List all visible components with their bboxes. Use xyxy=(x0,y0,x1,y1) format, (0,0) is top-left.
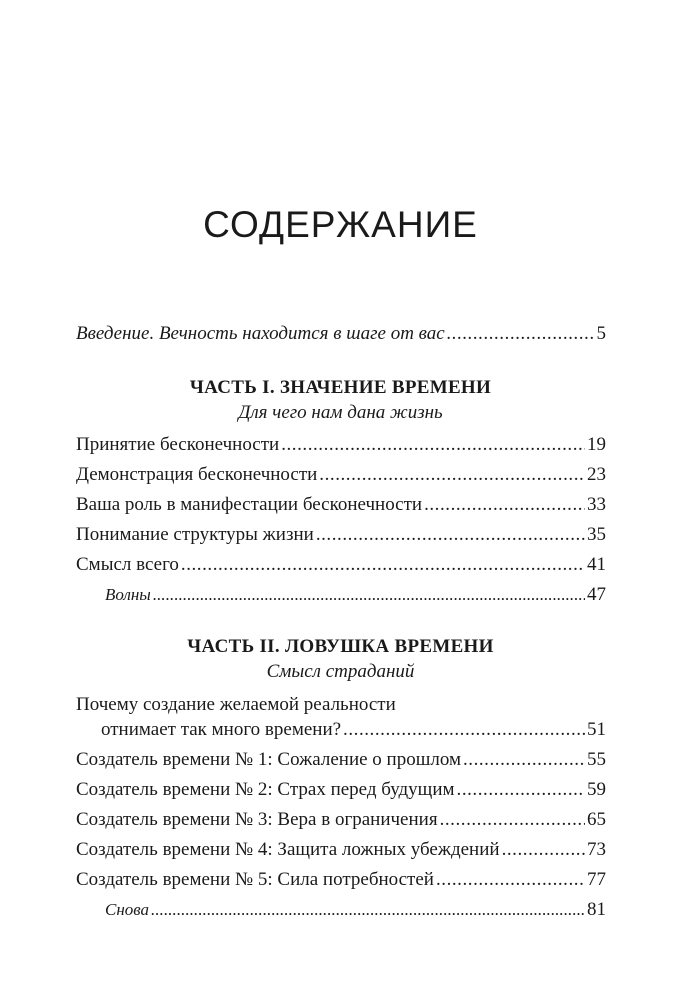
toc-page-number: 55 xyxy=(587,749,606,770)
dot-leader xyxy=(151,898,585,922)
toc-entry-text: Создатель времени № 4: Защита ложных убеждений xyxy=(76,839,500,860)
toc-entry-text: Создатель времени № 5: Сила потребностей xyxy=(76,869,434,890)
toc-page-number: 59 xyxy=(587,779,606,800)
toc-page-number: 5 xyxy=(596,323,606,344)
dot-leader xyxy=(436,868,585,892)
toc-page-number: 81 xyxy=(587,899,606,920)
toc-page-number: 73 xyxy=(587,839,606,860)
toc-entry-text: Принятие бесконечности xyxy=(76,434,280,455)
toc-page-number: 35 xyxy=(587,524,606,545)
toc-entry-text: Создатель времени № 3: Вера в ограничения xyxy=(76,809,438,830)
dot-leader xyxy=(457,778,585,802)
toc-entry-text: Демонстрация бесконечности xyxy=(76,464,318,485)
toc-entry[interactable] xyxy=(76,523,606,547)
toc-entry-line1[interactable]: Почему создание желаемой реальности xyxy=(76,694,396,715)
toc-entry-text: Введение. Вечность находится в шаге от вас xyxy=(76,323,445,344)
toc-page-number: 41 xyxy=(587,554,606,575)
toc-page-number: 33 xyxy=(587,494,606,515)
dot-leader xyxy=(181,553,585,577)
toc-page-number: 65 xyxy=(587,809,606,830)
page-title: СОДЕРЖАНИЕ xyxy=(203,204,478,245)
toc-sub-entry[interactable] xyxy=(105,898,606,922)
dot-leader xyxy=(153,583,585,607)
toc-entry-text: Создатель времени № 1: Сожаление о прошлом xyxy=(76,749,461,770)
dot-leader xyxy=(281,433,585,457)
dot-leader xyxy=(316,523,585,547)
dot-leader xyxy=(440,808,585,832)
part-2-subtitle: Смысл страданий xyxy=(266,661,415,682)
dot-leader xyxy=(502,838,585,862)
toc-entry[interactable] xyxy=(76,778,606,802)
dot-leader xyxy=(447,322,595,346)
toc-entry-text: Смысл всего xyxy=(76,554,179,575)
toc-entry[interactable] xyxy=(76,433,606,457)
toc-entry-text: Волны xyxy=(105,585,151,604)
toc-page-number: 77 xyxy=(587,869,606,890)
toc-entry[interactable] xyxy=(76,748,606,772)
toc-page-number: 51 xyxy=(587,719,606,740)
toc-entry-text: Снова xyxy=(105,900,150,919)
part-1-heading: ЧАСТЬ I. ЗНАЧЕНИЕ ВРЕМЕНИ xyxy=(189,377,492,398)
toc-page-number: 19 xyxy=(587,434,606,455)
toc-entry-introduction[interactable] xyxy=(76,322,606,346)
toc-entry-text: Создатель времени № 2: Страх перед будущим xyxy=(76,779,455,800)
toc-entry[interactable] xyxy=(76,808,606,832)
dot-leader xyxy=(424,493,585,517)
dot-leader xyxy=(319,463,585,487)
toc-page-number: 47 xyxy=(587,584,606,605)
toc-entry[interactable] xyxy=(76,493,606,517)
toc-entry[interactable] xyxy=(76,553,606,577)
dot-leader xyxy=(343,718,585,742)
toc-entry[interactable] xyxy=(76,838,606,862)
toc-entry-text: Понимание структуры жизни xyxy=(76,524,314,545)
part-1-subtitle: Для чего нам дана жизнь xyxy=(238,402,443,423)
toc-entry[interactable] xyxy=(76,868,606,892)
toc-entry[interactable] xyxy=(76,463,606,487)
toc-page-number: 23 xyxy=(587,464,606,485)
toc-entry-text: отнимает так много времени? xyxy=(101,719,342,740)
dot-leader xyxy=(463,748,585,772)
toc-sub-entry[interactable] xyxy=(105,583,606,607)
toc-entry-text: Ваша роль в манифестации бесконечности xyxy=(76,494,423,515)
part-2-heading: ЧАСТЬ II. ЛОВУШКА ВРЕМЕНИ xyxy=(187,636,494,657)
toc-entry[interactable] xyxy=(101,718,606,742)
